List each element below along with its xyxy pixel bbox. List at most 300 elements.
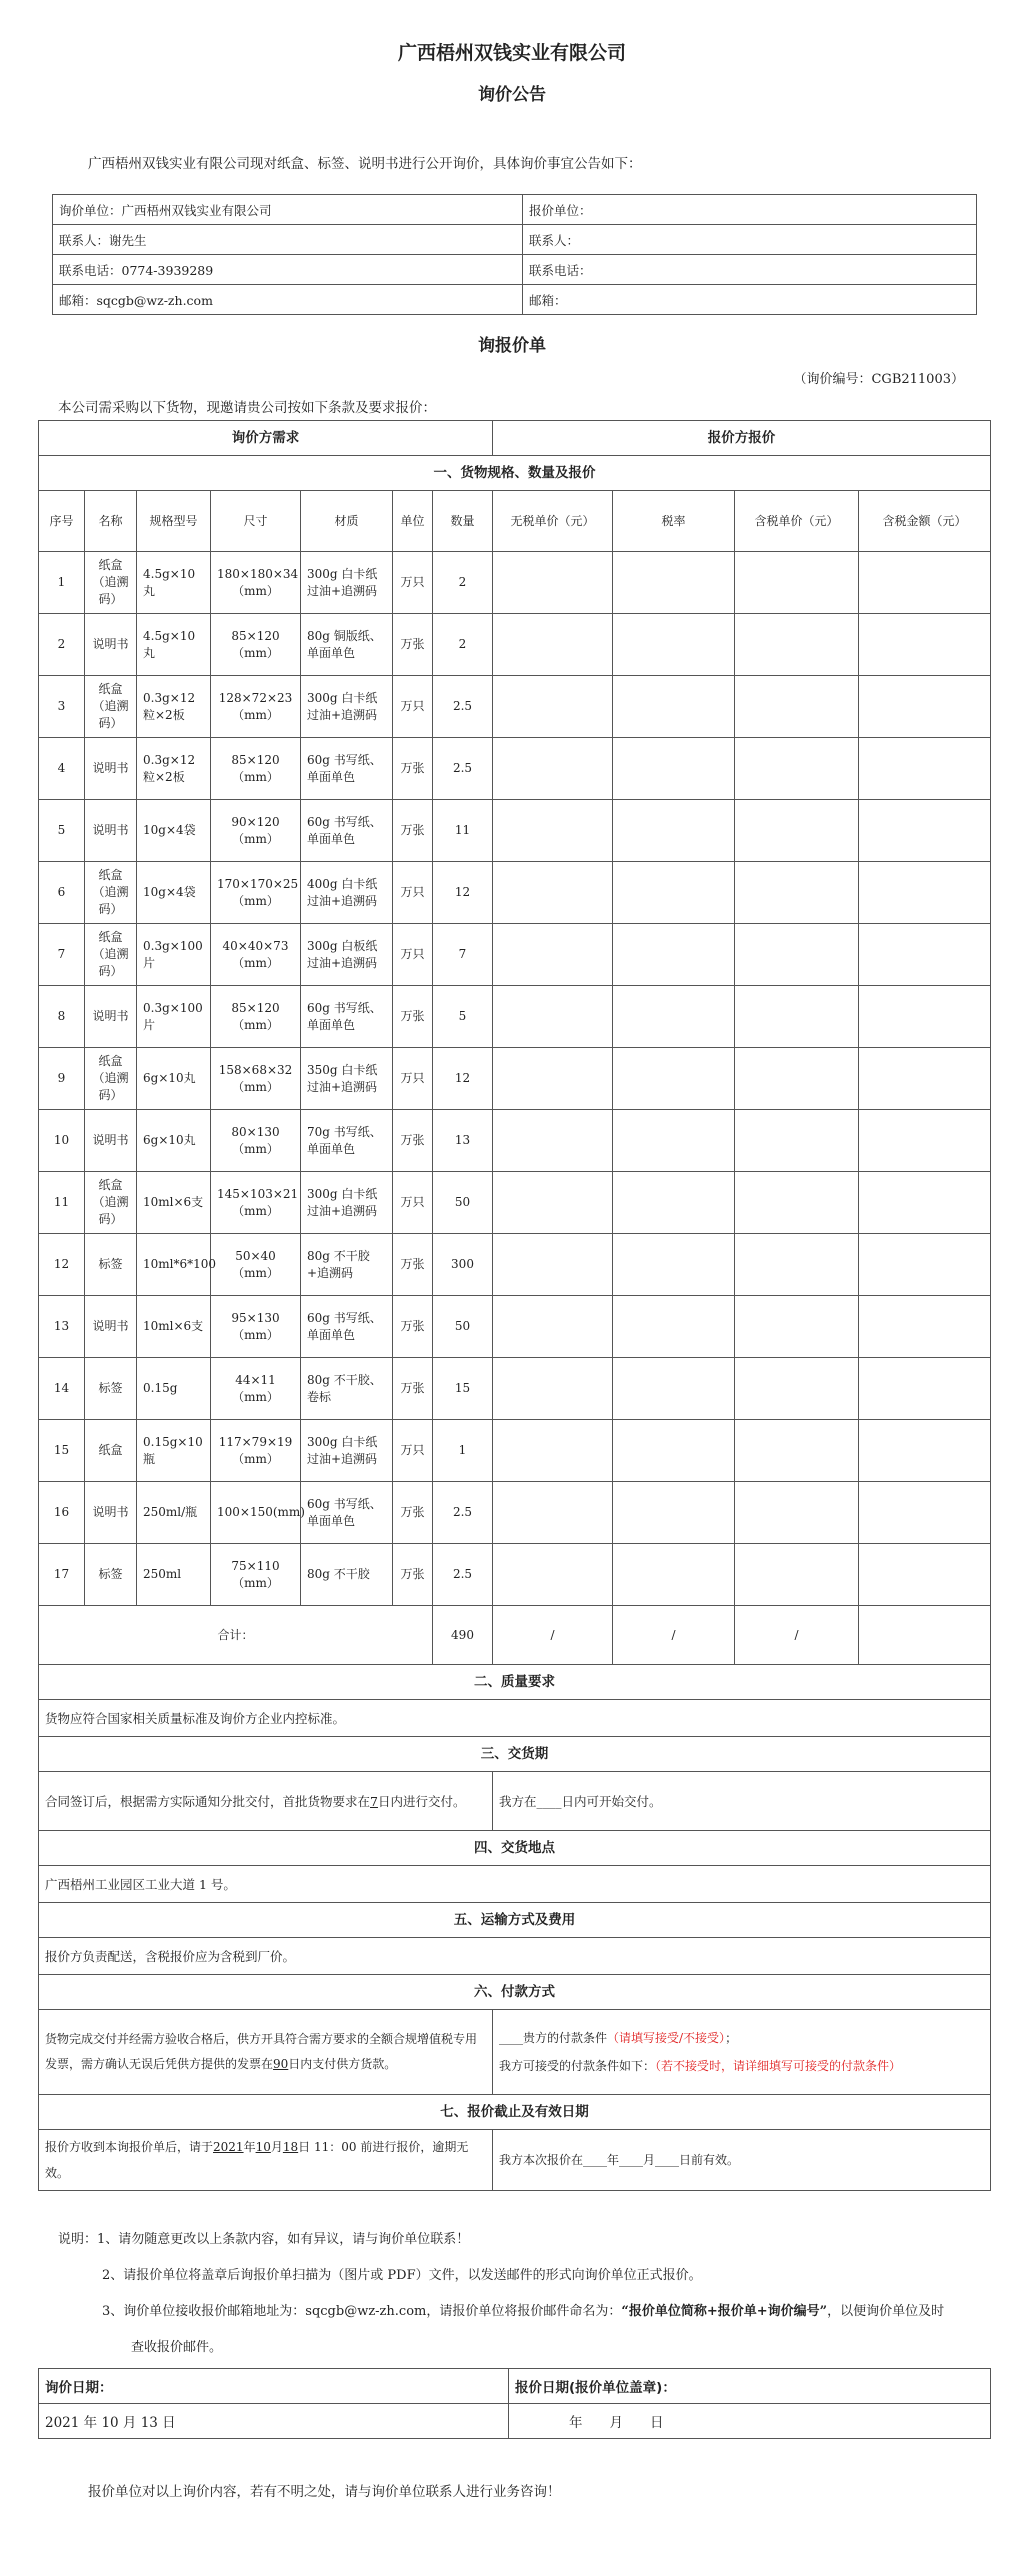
- section-row: [39, 1903, 991, 1938]
- date-value-row: [39, 2404, 991, 2439]
- info-row: [53, 285, 977, 315]
- deadline-text-a: 报价方收到本询报价单后，请于: [45, 2140, 214, 2154]
- info-table: [52, 194, 977, 315]
- quotation-table: [38, 420, 991, 2191]
- note-2: 2、请报价单位将盖章后询报价单扫描为（图片或 PDF）文件，以发送邮件的形式向询价单位正式报价。: [102, 2268, 702, 2283]
- row-number: 15: [39, 1420, 85, 1482]
- tax-rate-cell[interactable]: [613, 1110, 735, 1172]
- item-unit: 万张: [393, 614, 433, 676]
- item-quantity: 11: [433, 800, 493, 862]
- payment-alt-line: [499, 2052, 984, 2080]
- item-name: 说明书: [85, 1482, 137, 1544]
- column-header: 税率: [613, 491, 735, 552]
- price-excl-tax-cell[interactable]: [493, 676, 613, 738]
- delivery-text-b: 日内进行交付。: [377, 1793, 466, 1809]
- item-quantity: 2.5: [433, 1482, 493, 1544]
- row-number: 4: [39, 738, 85, 800]
- section-row: [39, 1975, 991, 2010]
- item-size: 145×103×21（mm）: [211, 1172, 301, 1234]
- table-row: [39, 738, 991, 800]
- price-incl-tax-cell[interactable]: [735, 1110, 859, 1172]
- item-unit: 万只: [393, 924, 433, 986]
- item-name: 标签: [85, 1234, 137, 1296]
- phone-cell: 联系电话：0774-3939289: [53, 255, 523, 285]
- tax-rate-cell[interactable]: [613, 614, 735, 676]
- item-quantity: 2: [433, 552, 493, 614]
- payment-text-b: 日内支付供方货款。: [288, 2057, 397, 2071]
- price-incl-tax-cell[interactable]: [735, 1048, 859, 1110]
- column-header: 名称: [85, 491, 137, 552]
- price-excl-tax-cell[interactable]: [493, 1110, 613, 1172]
- page-title: 询价公告: [478, 85, 546, 105]
- item-quantity: 13: [433, 1110, 493, 1172]
- item-name: 标签: [85, 1544, 137, 1606]
- item-rows: [39, 552, 991, 1606]
- price-excl-tax-cell[interactable]: [493, 1544, 613, 1606]
- amount-incl-tax-cell[interactable]: [859, 1296, 991, 1358]
- item-spec: 250ml: [137, 1544, 211, 1606]
- delivery-offer[interactable]: [493, 1772, 991, 1831]
- price-excl-tax-cell[interactable]: [493, 552, 613, 614]
- column-header: 含税单价（元）: [735, 491, 859, 552]
- payment-requirement: [39, 2010, 493, 2095]
- tax-rate-cell[interactable]: [613, 862, 735, 924]
- item-quantity: 7: [433, 924, 493, 986]
- item-size: 180×180×34（mm）: [211, 552, 301, 614]
- item-spec: 10ml×6支: [137, 1296, 211, 1358]
- item-spec: 0.3g×12粒×2板: [137, 676, 211, 738]
- amount-incl-tax-cell[interactable]: [859, 552, 991, 614]
- delivery-text-a: 合同签订后，根据需方实际通知分批交付，首批货物要求在: [45, 1793, 371, 1809]
- row-number: 6: [39, 862, 85, 924]
- info-row: [53, 225, 977, 255]
- section-title-deadline: 七、报价截止及有效日期: [39, 2095, 991, 2130]
- row-number: 3: [39, 676, 85, 738]
- total-label: 合计：: [39, 1606, 433, 1665]
- item-name: 说明书: [85, 1110, 137, 1172]
- section-title-delivery: 三、交货期: [39, 1737, 991, 1772]
- price-incl-tax-cell[interactable]: [735, 800, 859, 862]
- company-title: 广西梧州双钱实业有限公司: [397, 42, 626, 64]
- item-name: 纸盒（追溯码）: [85, 862, 137, 924]
- section-body-row: [39, 1700, 991, 1737]
- table-row: [39, 1048, 991, 1110]
- section-row: [39, 1737, 991, 1772]
- column-header: 无税单价（元）: [493, 491, 613, 552]
- item-spec: 10ml*6*100: [137, 1234, 211, 1296]
- price-incl-tax-cell[interactable]: [735, 1544, 859, 1606]
- intro-text: 广西梧州双钱实业有限公司现对纸盒、标签、说明书进行公开询价，具体询价事宜公告如下：: [88, 156, 642, 172]
- item-size: 100×150(mm): [211, 1482, 301, 1544]
- section-body-row: [39, 1866, 991, 1903]
- price-incl-tax-cell[interactable]: [735, 738, 859, 800]
- quoter-cell: 报价单位：: [523, 195, 977, 225]
- item-name: 纸盒: [85, 1420, 137, 1482]
- item-size: 40×40×73（mm）: [211, 924, 301, 986]
- column-header: 序号: [39, 491, 85, 552]
- tax-rate-cell[interactable]: [613, 986, 735, 1048]
- price-excl-tax-cell[interactable]: [493, 800, 613, 862]
- deadline-day: 18: [282, 2140, 299, 2154]
- item-size: 128×72×23（mm）: [211, 676, 301, 738]
- tax-rate-cell[interactable]: [613, 552, 735, 614]
- tax-rate-cell[interactable]: [613, 1544, 735, 1606]
- total-slash: /: [735, 1606, 859, 1665]
- column-header: 含税金额（元）: [859, 491, 991, 552]
- section-row: [39, 1831, 991, 1866]
- item-unit: 万张: [393, 986, 433, 1048]
- item-quantity: 1: [433, 1420, 493, 1482]
- item-material: 300g 白板纸过油+追溯码: [301, 924, 393, 986]
- column-header: 尺寸: [211, 491, 301, 552]
- amount-incl-tax-cell[interactable]: [859, 1358, 991, 1420]
- item-unit: 万张: [393, 800, 433, 862]
- amount-incl-tax-cell[interactable]: [859, 676, 991, 738]
- column-header-row: [39, 491, 991, 552]
- item-material: 300g 白卡纸过油+追溯码: [301, 1420, 393, 1482]
- payment-alt-text: 我方可接受的付款条件如下：: [499, 2059, 656, 2073]
- item-material: 60g 书写纸、单面单色: [301, 738, 393, 800]
- column-header: 规格型号: [137, 491, 211, 552]
- section-title-transport: 五、运输方式及费用: [39, 1903, 991, 1938]
- payment-accept-hint: （请填写接受/不接受）: [607, 2031, 726, 2045]
- section-body-row: [39, 2010, 991, 2095]
- item-spec: 250ml/瓶: [137, 1482, 211, 1544]
- table-row: [39, 1544, 991, 1606]
- row-number: 1: [39, 552, 85, 614]
- item-quantity: 50: [433, 1296, 493, 1358]
- section-row: [39, 1665, 991, 1700]
- price-incl-tax-cell[interactable]: [735, 924, 859, 986]
- row-number: 5: [39, 800, 85, 862]
- quoter-offer-header: 报价方报价: [493, 421, 991, 456]
- amount-incl-tax-cell[interactable]: [859, 1048, 991, 1110]
- inquiry-date-label: 询价日期：: [39, 2369, 509, 2404]
- delivery-offer-text-b: 日内可开始交付。: [561, 1793, 662, 1809]
- row-number: 16: [39, 1482, 85, 1544]
- item-material: 80g 铜版纸、单面单色: [301, 614, 393, 676]
- quality-text: 货物应符合国家相关质量标准及询价方企业内控标准。: [39, 1700, 991, 1737]
- tax-rate-cell[interactable]: [613, 800, 735, 862]
- payment-accept-line: [499, 2024, 984, 2052]
- deadline-offer[interactable]: 我方本次报价在____年____月____日前有效。: [493, 2130, 991, 2191]
- quote-date[interactable]: 年 月 日: [509, 2404, 991, 2439]
- item-unit: 万只: [393, 552, 433, 614]
- item-quantity: 300: [433, 1234, 493, 1296]
- total-slash: /: [613, 1606, 735, 1665]
- inquirer-cell: 询价单位：广西梧州双钱实业有限公司: [53, 195, 523, 225]
- amount-incl-tax-cell[interactable]: [859, 1172, 991, 1234]
- table-row: [39, 986, 991, 1048]
- item-name: 纸盒（追溯码）: [85, 924, 137, 986]
- deadline-month: 10: [255, 2140, 271, 2154]
- item-unit: 万张: [393, 1358, 433, 1420]
- table-row: [39, 1172, 991, 1234]
- price-incl-tax-cell[interactable]: [735, 986, 859, 1048]
- tax-rate-cell[interactable]: [613, 1234, 735, 1296]
- price-excl-tax-cell[interactable]: [493, 1358, 613, 1420]
- tax-rate-cell[interactable]: [613, 1358, 735, 1420]
- amount-incl-tax-cell[interactable]: [859, 800, 991, 862]
- tax-rate-cell[interactable]: [613, 676, 735, 738]
- item-size: 117×79×19（mm）: [211, 1420, 301, 1482]
- table-row: [39, 1234, 991, 1296]
- table-row: [39, 862, 991, 924]
- item-material: 60g 书写纸、单面单色: [301, 986, 393, 1048]
- item-name: 说明书: [85, 738, 137, 800]
- item-unit: 万张: [393, 1110, 433, 1172]
- item-spec: 6g×10丸: [137, 1110, 211, 1172]
- total-slash: /: [493, 1606, 613, 1665]
- row-number: 17: [39, 1544, 85, 1606]
- item-spec: 10g×4袋: [137, 800, 211, 862]
- item-quantity: 12: [433, 1048, 493, 1110]
- amount-incl-tax-cell[interactable]: [859, 1544, 991, 1606]
- item-unit: 万只: [393, 1048, 433, 1110]
- item-quantity: 2: [433, 614, 493, 676]
- item-quantity: 2.5: [433, 676, 493, 738]
- row-number: 2: [39, 614, 85, 676]
- item-unit: 万只: [393, 862, 433, 924]
- item-name: 纸盒（追溯码）: [85, 1048, 137, 1110]
- price-excl-tax-cell[interactable]: [493, 1048, 613, 1110]
- item-size: 85×120（mm）: [211, 986, 301, 1048]
- tax-rate-cell[interactable]: [613, 1048, 735, 1110]
- quoter-contact-cell: 联系人：: [523, 225, 977, 255]
- tax-rate-cell[interactable]: [613, 738, 735, 800]
- item-material: 300g 白卡纸过油+追溯码: [301, 552, 393, 614]
- item-size: 50×40（mm）: [211, 1234, 301, 1296]
- note-3-tail: ，以便询价单位及时: [827, 2304, 945, 2319]
- item-unit: 万张: [393, 1482, 433, 1544]
- price-excl-tax-cell[interactable]: [493, 1420, 613, 1482]
- inquiry-number: （询价编号：CGB211003）: [793, 372, 964, 387]
- section-body-row: [39, 1772, 991, 1831]
- price-incl-tax-cell[interactable]: [735, 1296, 859, 1358]
- closing-text: 报价单位对以上询价内容，若有不明之处，请与询价单位联系人进行业务咨询！: [88, 2484, 561, 2500]
- row-number: 12: [39, 1234, 85, 1296]
- info-row: [53, 255, 977, 285]
- price-excl-tax-cell[interactable]: [493, 614, 613, 676]
- price-incl-tax-cell[interactable]: [735, 552, 859, 614]
- item-quantity: 2.5: [433, 738, 493, 800]
- price-incl-tax-cell[interactable]: [735, 1420, 859, 1482]
- amount-incl-tax-cell[interactable]: [859, 1234, 991, 1296]
- item-spec: 4.5g×10丸: [137, 614, 211, 676]
- payment-accept-text: ____贵方的付款条件: [499, 2031, 608, 2045]
- payment-days: 90: [273, 2057, 289, 2071]
- inquiry-date: 2021 年 10 月 13 日: [39, 2404, 509, 2439]
- inquirer-requirement-header: 询价方需求: [39, 421, 493, 456]
- tax-rate-cell[interactable]: [613, 1482, 735, 1544]
- table-row: [39, 924, 991, 986]
- quoter-email-cell: 邮箱：: [523, 285, 977, 315]
- amount-incl-tax-cell[interactable]: [859, 1110, 991, 1172]
- amount-incl-tax-cell[interactable]: [859, 986, 991, 1048]
- note-3-text: 3、询价单位接收报价邮箱地址为：sqcgb@wz-zh.com，请报价单位将报价邮件命名为：: [102, 2304, 622, 2319]
- item-spec: 10ml×6支: [137, 1172, 211, 1234]
- section-row: [39, 456, 991, 491]
- section-title-goods: 一、货物规格、数量及报价: [39, 456, 991, 491]
- row-number: 11: [39, 1172, 85, 1234]
- amount-incl-tax-cell[interactable]: [859, 614, 991, 676]
- item-spec: 0.3g×12粒×2板: [137, 738, 211, 800]
- lead-text: 本公司需采购以下货物，现邀请贵公司按如下条款及要求报价：: [58, 400, 436, 416]
- delivery-days: 7: [370, 1793, 378, 1809]
- tax-rate-cell[interactable]: [613, 1420, 735, 1482]
- row-number: 9: [39, 1048, 85, 1110]
- transport-text: 报价方负责配送，含税报价应为含税到厂价。: [39, 1938, 991, 1975]
- item-size: 170×170×25（mm）: [211, 862, 301, 924]
- payment-offer[interactable]: [493, 2010, 991, 2095]
- tax-rate-cell[interactable]: [613, 1172, 735, 1234]
- item-material: 60g 书写纸、单面单色: [301, 1482, 393, 1544]
- item-size: 158×68×32（mm）: [211, 1048, 301, 1110]
- price-excl-tax-cell[interactable]: [493, 1296, 613, 1358]
- date-header-row: [39, 2369, 991, 2404]
- column-header: 单位: [393, 491, 433, 552]
- price-incl-tax-cell[interactable]: [735, 614, 859, 676]
- item-spec: 0.15g: [137, 1358, 211, 1420]
- quote-date-label: 报价日期(报价单位盖章)：: [509, 2369, 991, 2404]
- item-unit: 万张: [393, 1234, 433, 1296]
- payment-alt-hint: （若不接受时，请详细填写可接受的付款条件）: [655, 2059, 902, 2073]
- total-amount-cell[interactable]: [859, 1606, 991, 1665]
- delivery-offer-text-a: 我方在: [499, 1793, 537, 1809]
- section-row: [39, 2095, 991, 2130]
- item-spec: 10g×4袋: [137, 862, 211, 924]
- item-name: 说明书: [85, 986, 137, 1048]
- row-number: 14: [39, 1358, 85, 1420]
- tax-rate-cell[interactable]: [613, 924, 735, 986]
- item-size: 75×110（mm）: [211, 1544, 301, 1606]
- contact-cell: 联系人：谢先生: [53, 225, 523, 255]
- item-material: 80g 不干胶: [301, 1544, 393, 1606]
- row-number: 13: [39, 1296, 85, 1358]
- price-incl-tax-cell[interactable]: [735, 676, 859, 738]
- payment-accept-end: ；: [725, 2031, 738, 2045]
- section-title-quality: 二、质量要求: [39, 1665, 991, 1700]
- item-size: 90×120（mm）: [211, 800, 301, 862]
- item-unit: 万张: [393, 1296, 433, 1358]
- price-excl-tax-cell[interactable]: [493, 986, 613, 1048]
- quoter-phone-cell: 联系电话：: [523, 255, 977, 285]
- item-quantity: 5: [433, 986, 493, 1048]
- date-table: [38, 2368, 991, 2439]
- amount-incl-tax-cell[interactable]: [859, 862, 991, 924]
- item-unit: 万只: [393, 676, 433, 738]
- section-title-payment: 六、付款方式: [39, 1975, 991, 2010]
- total-quantity: 490: [433, 1606, 493, 1665]
- price-incl-tax-cell[interactable]: [735, 1358, 859, 1420]
- price-excl-tax-cell[interactable]: [493, 1482, 613, 1544]
- table-row: [39, 1110, 991, 1172]
- item-size: 44×11（mm）: [211, 1358, 301, 1420]
- amount-incl-tax-cell[interactable]: [859, 738, 991, 800]
- table-row: [39, 552, 991, 614]
- item-unit: 万只: [393, 1172, 433, 1234]
- item-size: 85×120（mm）: [211, 614, 301, 676]
- price-incl-tax-cell[interactable]: [735, 1172, 859, 1234]
- tax-rate-cell[interactable]: [613, 1296, 735, 1358]
- section-body-row: [39, 2130, 991, 2191]
- row-number: 8: [39, 986, 85, 1048]
- item-unit: 万张: [393, 738, 433, 800]
- note-3-filename: “报价单位简称+报价单+询价编号”: [621, 2304, 828, 2319]
- form-title: 询报价单: [478, 336, 546, 356]
- deadline-month-label: 月: [270, 2140, 283, 2154]
- item-quantity: 50: [433, 1172, 493, 1234]
- item-quantity: 15: [433, 1358, 493, 1420]
- price-excl-tax-cell[interactable]: [493, 924, 613, 986]
- item-material: 300g 白卡纸过油+追溯码: [301, 676, 393, 738]
- item-quantity: 2.5: [433, 1544, 493, 1606]
- item-size: 95×130（mm）: [211, 1296, 301, 1358]
- table-row: [39, 676, 991, 738]
- price-excl-tax-cell[interactable]: [493, 738, 613, 800]
- item-material: 80g 不干胶、卷标: [301, 1358, 393, 1420]
- note-1: 说明：1、请勿随意更改以上条款内容，如有异议，请与询价单位联系！: [58, 2232, 470, 2247]
- item-spec: 6g×10丸: [137, 1048, 211, 1110]
- delivery-requirement: [39, 1772, 493, 1831]
- deadline-text-b: 日 11：00 前进行报价，逾期无效。: [45, 2140, 469, 2180]
- item-size: 80×130（mm）: [211, 1110, 301, 1172]
- item-quantity: 12: [433, 862, 493, 924]
- price-excl-tax-cell[interactable]: [493, 1234, 613, 1296]
- table-row: [39, 1358, 991, 1420]
- amount-incl-tax-cell[interactable]: [859, 1482, 991, 1544]
- deadline-year: 2021: [213, 2140, 244, 2154]
- item-material: 400g 白卡纸过油+追溯码: [301, 862, 393, 924]
- item-size: 85×120（mm）: [211, 738, 301, 800]
- item-spec: 0.3g×100片: [137, 924, 211, 986]
- item-unit: 万张: [393, 1544, 433, 1606]
- section-body-row: [39, 1938, 991, 1975]
- item-material: 350g 白卡纸过油+追溯码: [301, 1048, 393, 1110]
- item-name: 纸盒（追溯码）: [85, 1172, 137, 1234]
- row-number: 7: [39, 924, 85, 986]
- row-number: 10: [39, 1110, 85, 1172]
- item-name: 纸盒（追溯码）: [85, 676, 137, 738]
- delivery-offer-blank[interactable]: ____: [536, 1793, 562, 1809]
- place-text: 广西梧州工业园区工业大道 1 号。: [39, 1866, 991, 1903]
- section-title-place: 四、交货地点: [39, 1831, 991, 1866]
- price-excl-tax-cell[interactable]: [493, 862, 613, 924]
- item-material: 70g 书写纸、单面单色: [301, 1110, 393, 1172]
- item-spec: 0.3g×100片: [137, 986, 211, 1048]
- item-name: 说明书: [85, 614, 137, 676]
- price-excl-tax-cell[interactable]: [493, 1172, 613, 1234]
- item-material: 80g 不干胶+追溯码: [301, 1234, 393, 1296]
- table-row: [39, 1296, 991, 1358]
- price-incl-tax-cell[interactable]: [735, 1234, 859, 1296]
- price-incl-tax-cell[interactable]: [735, 862, 859, 924]
- table-row: [39, 1420, 991, 1482]
- amount-incl-tax-cell[interactable]: [859, 924, 991, 986]
- item-material: 60g 书写纸、单面单色: [301, 800, 393, 862]
- amount-incl-tax-cell[interactable]: [859, 1420, 991, 1482]
- price-incl-tax-cell[interactable]: [735, 1482, 859, 1544]
- column-header: 材质: [301, 491, 393, 552]
- item-name: 说明书: [85, 1296, 137, 1358]
- email-cell: 邮箱：sqcgb@wz-zh.com: [53, 285, 523, 315]
- item-name: 说明书: [85, 800, 137, 862]
- table-row: [39, 614, 991, 676]
- table-row: [39, 800, 991, 862]
- table-row: [39, 1482, 991, 1544]
- item-unit: 万只: [393, 1420, 433, 1482]
- deadline-requirement: [39, 2130, 493, 2191]
